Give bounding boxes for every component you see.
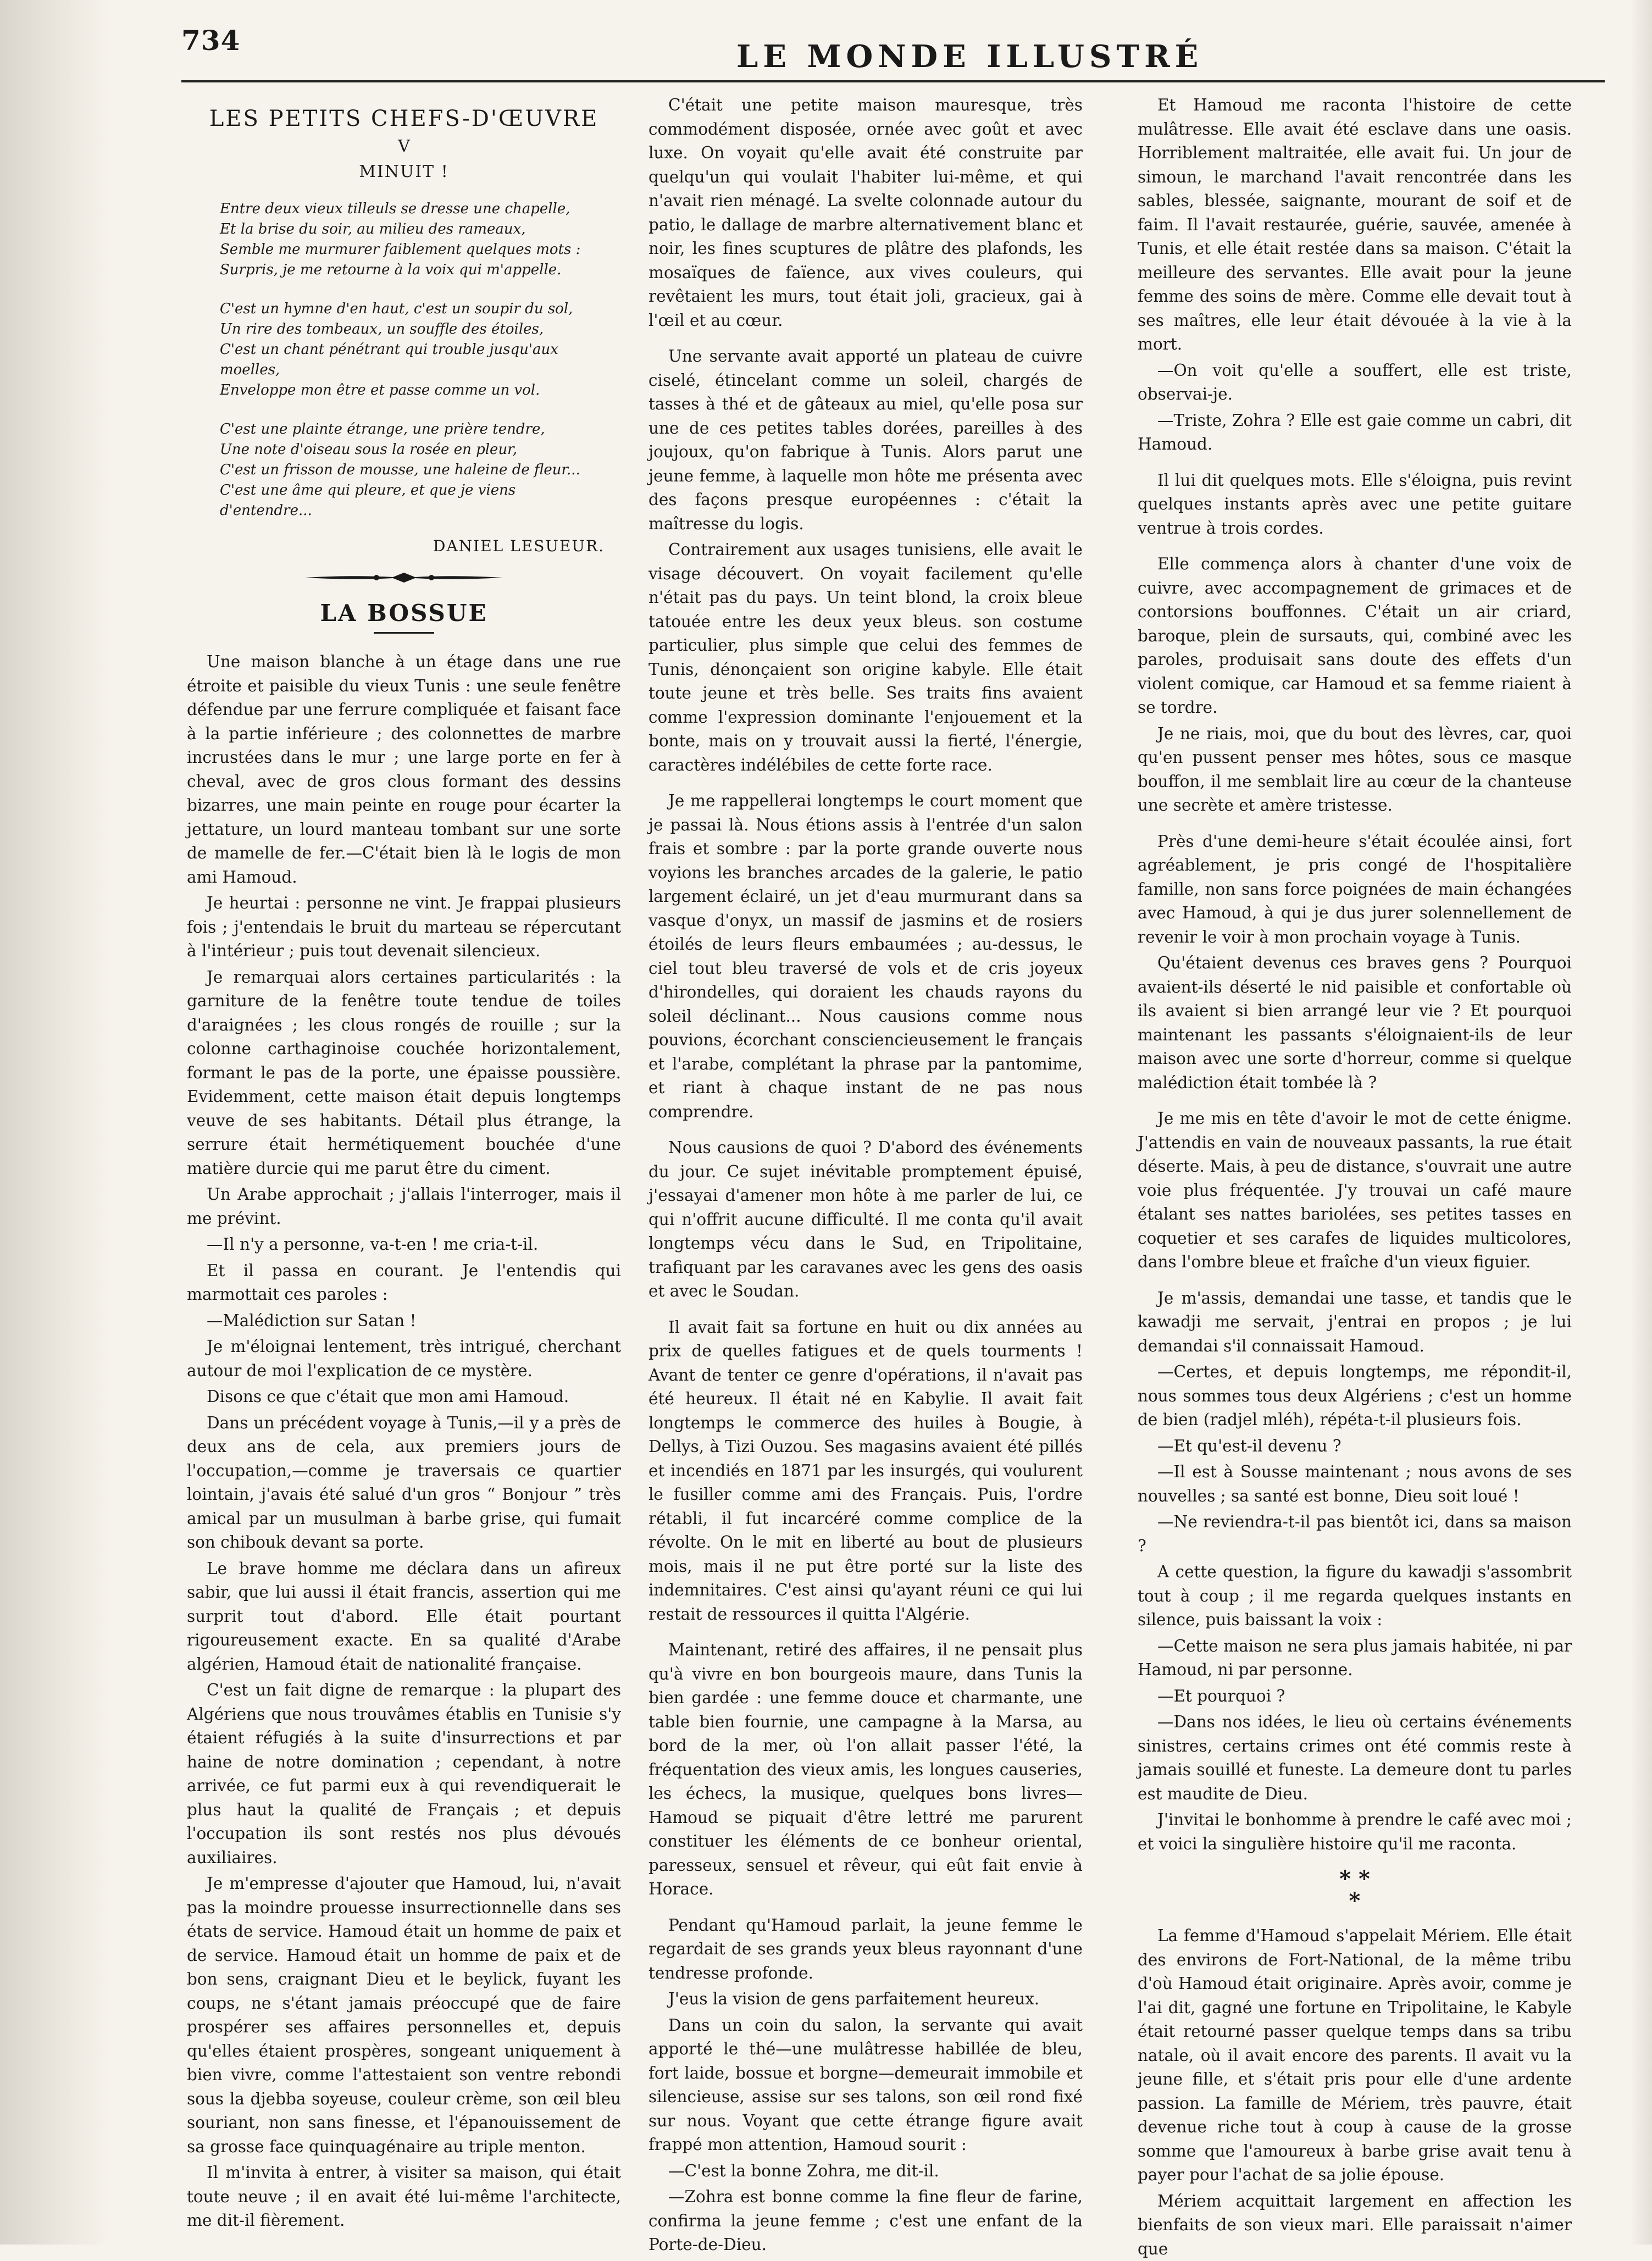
paragraph: —Malédiction sur Satan ! [187,1309,621,1333]
paragraph: —Zohra est bonne comme la fine fleur de farine, confirma la jeune femme ; c'est une enfant de la Porte-de-Dieu. [648,2185,1083,2257]
poem-line: C'est une plainte étrange, une prière tendre, [220,419,605,440]
paragraph: Je heurtai : personne ne vint. Je frappai plusieurs fois ; j'entendais le bruit du marteau se répercutant à l'intérieur ; puis tout devenait silencieux. [187,891,621,963]
paragraph: —Et qu'est-il devenu ? [1138,1434,1572,1459]
paragraph: Contrairement aux usages tunisiens, elle avait le visage découvert. On voyait facilement qu'elle n'était pas du pays. Un teint blond, la croix bleue tatouée entre les deux yeux bleus. son costume particulier, plus simple que celui des femmes de Tunis, dénonçaient son origine kabyle. Elle était toute jeune et très belle. Ses traits fins avaient comme l'expression dominante l'enjouement et la bonte, mais on y trouvait aussi la fierté, l'énergie, caractères indélébiles de cette forte race. [648,538,1083,777]
paragraph: Une maison blanche à un étage dans une rue étroite et paisible du vieux Tunis : une seule fenêtre défendue par une ferrure compliquée et faisant face à la partie inférieure ; des colonnettes de marbre incrustées dans le mur ; une large porte en fer à cheval, avec de gros clous formant des dessins bizarres, une main peinte en rouge pour écarter la jettature, un lourd manteau tombant sur une sorte de mamelle de fer.—C'était bien là le logis de mon ami Hamoud. [187,650,621,889]
paragraph: Il avait fait sa fortune en huit ou dix années au prix de quelles fatigues et de quels tourments ! Avant de tenter ce genre d'opérations, il n'avait pas été heureux. Il était né en Kabylie. Il avait fait longtemps le commerce des huiles à Bougie, à Dellys, à Tizi Ouzou. Ses magasins avaient été pillés et incendiés en 1871 par les insurgés, qui voulurent le fusiller comme ami des Français. Puis, l'ordre rétabli, il fut incarcéré comme complice de la révolte. On le mit en liberté au bout de plusieurs mois, mais il ne put être porté sur la liste des indemnitaires. C'est ainsi qu'ayant réuni ce qui lui restait de ressources il quitta l'Algérie. [648,1316,1083,1627]
paragraph: Nous causions de quoi ? D'abord des événements du jour. Ce sujet inévitable promptement épuisé, j'essayai d'amener mon hôte à me parler de lui, ce qui n'offrit aucune difficulté. Il me conta qu'il avait longtemps vécu dans le Sud, en Tripolitaine, trafiquant par les caravanes avec les gens des oasis et avec le Soudan. [648,1136,1083,1304]
section-break-text: * * * [1138,1868,1572,1912]
header-rule [181,80,1605,82]
paragraph: Je remarquai alors certaines particularités : la garniture de la fenêtre toute tendue de toiles d'araignées ; les clous rongés de rouille ; sur la colonne carthaginoise couchée horizontalement, formant le pas de la porte, une épaisse poussière. Evidemment, cette maison était depuis longtemps veuve de ses habitants. Détail plus étrange, la serrure était hermétiquement bouchée d'une matière durcie qui me parut être du ciment. [187,966,621,1181]
paragraph: Et il passa en courant. Je l'entendis qui marmottait ces paroles : [187,1259,621,1307]
column-2 [648,93,1083,2257]
paragraph: —Dans nos idées, le lieu où certains événements sinistres, certains crimes ont été commis reste à jamais souillé et funeste. La demeure dont tu parles est maudite de Dieu. [1138,1710,1572,1806]
poem-line: C'est une âme qui pleure, et que je viens d'entendre... [220,480,605,521]
poem-title: MINUIT ! [187,159,621,185]
ornament-divider [305,570,503,585]
paragraph: —Il est à Sousse maintenant ; nous avons de ses nouvelles ; sa santé est bonne, Dieu soit loué ! [1138,1460,1572,1508]
paragraph: Il m'invita à entrer, à visiter sa maison, qui était toute neuve ; il en avait été lui-même l'architecte, me dit-il fièrement. [187,2161,621,2233]
paragraph: —C'est la bonne Zohra, me dit-il. [648,2159,1083,2184]
paragraph: —On voit qu'elle a souffert, elle est triste, observai-je. [1138,359,1572,407]
paragraph: —Triste, Zohra ? Elle est gaie comme un cabri, dit Hamoud. [1138,409,1572,457]
paragraph: C'est un fait digne de remarque : la plupart des Algériens que nous trouvâmes établis en Tunisie s'y étaient réfugiés à la suite d'insurrections et par haine de notre domination ; cependant, à notre arrivée, ce fut parmi eux à qui revendiquerait le plus haut la qualité de Français ; et depuis l'occupation ils sont restés nos plus dévoués auxiliaires. [187,1678,621,1870]
poem-line: Un rire des tombeaux, un souffle des étoiles, [220,319,605,340]
poem-number: V [187,134,621,159]
paragraph: Le brave homme me déclara dans un afireux sabir, que lui aussi il était francis, assertion qui me surprit tout d'abord. Elle était pourtant rigoureusement exacte. En sa qualité d'Arabe algérien, Hamoud était de nationalité française. [187,1557,621,1677]
paragraph: Il lui dit quelques mots. Elle s'éloigna, puis revint quelques instants après avec une petite guitare ventrue à trois cordes. [1138,469,1572,541]
poem-line: C'est un frisson de mousse, une haleine de fleur... [220,460,605,480]
poem-stanza-3 [220,419,605,521]
paragraph: Une servante avait apporté un plateau de cuivre ciselé, étincelant comme un soleil, chargés de tasses à thé et de gâteaux au miel, qu'elle posa sur une de ces petites tables dorées, pareilles à des joujoux, qu'on fabrique à Tunis. Alors parut une jeune femme, à laquelle mon hôte me présenta avec des façons presque européennes : c'était la maîtresse du logis. [648,345,1083,536]
poem-line: C'est un chant pénétrant qui trouble jusqu'aux moelles, [220,340,605,380]
paragraph: Je me rappellerai longtemps le court moment que je passai là. Nous étions assis à l'entrée d'un salon frais et sombre : par la porte grande ouverte nous voyions les branches arcades de la galerie, le patio largement éclairé, un jet d'eau murmurant dans sa vasque d'onyx, un massif de jasmins et de rosiers étoilés de leurs fleurs embaumées ; au-dessus, le ciel tout bleu traversé de vols et de cris joyeux d'hirondelles, qui doraient les chauds rayons du soleil déclinant... Nous causions comme nous pouvions, écorchant consciencieusement le français et l'arabe, complétant la phrase par la pantomime, et riant à chaque instant de ne pas nous comprendre. [648,789,1083,1124]
section-break-asterisks [1138,1868,1572,1912]
paragraph: J'invitai le bonhomme à prendre le café avec moi ; et voici la singulière histoire qu'il me raconta. [1138,1808,1572,1856]
paragraph: Pendant qu'Hamoud parlait, la jeune femme le regardait de ses grands yeux bleus rayonnant d'une tendresse profonde. [648,1914,1083,1986]
paragraph: Je m'assis, demandai une tasse, et tandis que le kawadji me servait, j'entrai en propos ; je lui demandai s'il connaissait Hamoud. [1138,1287,1572,1359]
poem-stanza-2 [220,299,605,401]
poem-line: Entre deux vieux tilleuls se dresse une chapelle, [220,199,605,219]
paragraph: Je m'empresse d'ajouter que Hamoud, lui, n'avait pas la moindre prouesse insurrectionnelle dans ses états de service. Hamoud était un homme de paix et de service. Hamoud était un homme de paix et de bon sens, craignant Dieu et le beylick, fuyant les coups, ne s'étant jamais préoccupé que de faire prospérer ses affaires personnelles et, depuis qu'elles étaient prospères, songeant uniquement à bien vivre, comme l'attestaient son ventre rebondi sous la djebba soyeuse, couleur crème, son œil bleu souriant, non sans finesse, et l'épanouissement de sa grosse face quinquagénaire au triple menton. [187,1872,621,2159]
poem-line: C'est un hymne d'en haut, c'est un soupir du sol, [220,299,605,319]
paragraph: Je me mis en tête d'avoir le mot de cette énigme. J'attendis en vain de nouveaux passants, la rue était déserte. Mais, à peu de distance, s'ouvrait une autre voie plus fréquentée. J'y trouvai un café maure étalant ses nattes bariolées, ses petites tasses en coquetier et ses carafes de liquides multicolores, dans l'ombre bleue et fraîche d'un vieux figuier. [1138,1107,1572,1274]
paragraph: Elle commença alors à chanter d'une voix de cuivre, avec accompagnement de grimaces et de contorsions bouffonnes. C'était un air criard, baroque, plein de sursauts, qui, combiné avec les paroles, produisait sans doute des effets d'un violent comique, car Hamoud et sa femme riaient à se tordre. [1138,552,1572,720]
paragraph: —Il n'y a personne, va-t-en ! me cria-t-il. [187,1233,621,1257]
page-number: 734 [181,24,240,57]
poem-line: Enveloppe mon être et passe comme un vol. [220,380,605,401]
poem-stanza-1 [220,199,605,280]
paragraph: Je m'éloignai lentement, très intrigué, cherchant autour de moi l'explication de ce mystère. [187,1335,621,1383]
paragraph: Un Arabe approchait ; j'allais l'interroger, mais il me prévint. [187,1183,621,1231]
paragraph: —Cette maison ne sera plus jamais habitée, ni par Hamoud, ni par personne. [1138,1634,1572,1682]
page-left-edge-shadow [0,0,110,2245]
paragraph: Près d'une demi-heure s'était écoulée ainsi, fort agréablement, je pris congé de l'hospitalière famille, non sans force poignées de main échangées avec Hamoud, à qui je dus jurer solennellement de revenir le voir à mon prochain voyage à Tunis. [1138,830,1572,950]
poem-series-heading: LES PETITS CHEFS-D'ŒUVRE [187,103,621,134]
paragraph: —Et pourquoi ? [1138,1684,1572,1709]
paragraph: Mériem acquittait largement en affection les bienfaits de son vieux mari. Elle paraissait n'aimer que [1138,2190,1572,2261]
paragraph: Dans un précédent voyage à Tunis,—il y a près de deux ans de cela, aux premiers jours de l'occupation,—comme je traversais ce quartier lointain, j'avais été salué d'un gros “ Bonjour ” très amical par un musulman à barbe grise, qui fumait son chibouk devant sa porte. [187,1411,621,1555]
poem-line: Surpris, je me retourne à la voix qui m'appelle. [220,260,605,280]
paragraph: C'était une petite maison mauresque, très commodément disposée, ornée avec goût et avec luxe. On voyait qu'elle avait été construite par quelqu'un qui voulait l'habiter lui-même, et qui n'avait rien ménagé. La svelte colonnade autour du patio, le dallage de marbre alternativement blanc et noir, les fines scuptures de plâtre des plafonds, les mosaïques de faïence, aux vives couleurs, qui revêtaient les murs, tout était joli, gracieux, gai à l'œil et au cœur. [648,93,1083,332]
paragraph: J'eus la vision de gens parfaitement heureux. [648,1987,1083,2011]
paragraph: Je ne riais, moi, que du bout des lèvres, car, quoi qu'en pussent penser mes hôtes, sous ce masque bouffon, il me semblait lire au cœur de la chanteuse une secrète et amère tristesse. [1138,722,1572,818]
poem-author: DANIEL LESUEUR. [187,535,605,557]
story-title: LA BOSSUE [187,597,621,630]
paragraph: Qu'étaient devenus ces braves gens ? Pourquoi avaient-ils déserté le nid paisible et confortable où ils avaient si bien arrangé leur vie ? Et pourquoi maintenant les passants s'éloignaient-ils de leur maison avec une sorte d'horreur, comme si quelque malédiction était tombée là ? [1138,951,1572,1095]
poem-line: Une note d'oiseau sous la rosée en pleur, [220,440,605,460]
paragraph: La femme d'Hamoud s'appelait Mériem. Elle était des environs de Fort-National, de la même tribu d'où Hamoud était originaire. Après avoir, comme je l'ai dit, gagné une fortune en Tripolitaine, le Kabyle était retourné passer quelque temps dans sa tribu natale, où il avait encore des parents. Il avait vu la jeune fille, et s'était pris pour elle d'une ardente passion. La famille de Mériem, très pauvre, était devenue riche tout à coup à cause de la grosse somme que l'amoureux à barbe grise avait tenu à payer pour l'achat de sa jolie épouse. [1138,1924,1572,2187]
paragraph: Maintenant, retiré des affaires, il ne pensait plus qu'à vivre en bon bourgeois maure, dans Tunis la bien gardée : une femme douce et charmante, une table bien fournie, une campagne à la Marsa, au bord de la mer, où l'on allait passer l'été, la fréquentation des vieux amis, les longues causeries, les échecs, la musique, quelques bons livres—Hamoud se piquait d'être lettré me parurent constituer les éléments de ce bonheur oriental, paresseux, sensuel et rêveur, qui eût fait envie à Horace. [648,1638,1083,1902]
paragraph: Disons ce que c'était que mon ami Hamoud. [187,1385,621,1409]
title-rule [374,632,434,634]
paragraph: —Ne reviendra-t-il pas bientôt ici, dans sa maison ? [1138,1510,1572,1558]
poem-line: Et la brise du soir, au milieu des rameaux, [220,219,605,240]
paragraph: A cette question, la figure du kawadji s'assombrit tout à coup ; il me regarda quelques instants en silence, puis baissant la voix : [1138,1560,1572,1632]
paragraph: Dans un coin du salon, la servante qui avait apporté le thé—une mulâtresse habillée de bleu, fort laide, bossue et borgne—demeurait immobile et silencieuse, assise sur ses talons, son œil rond fixé sur nous. Voyant que cette étrange figure avait frappé mon attention, Hamoud sourit : [648,2014,1083,2157]
column-1 [187,93,621,2233]
column-3 [1138,93,1572,2261]
poem-line: Semble me murmurer faiblement quelques mots : [220,240,605,260]
paragraph: —Certes, et depuis longtemps, me répondit-il, nous sommes tous deux Algériens ; c'est un homme de bien (radjel mléh), répéta-t-il plusieurs fois. [1138,1360,1572,1432]
paragraph: Et Hamoud me raconta l'histoire de cette mulâtresse. Elle avait été esclave dans une oasis. Horriblement maltraitée, elle avait fui. Un jour de simoun, le marchand l'avait rencontrée dans les sables, blessée, saignante, mourant de soif et de faim. Il l'avait restaurée, guérie, sauvée, amenée à Tunis, et elle était restée dans sa maison. C'était la meilleure des servantes. Elle avait pour la jeune femme des soins de mère. Comme elle devait tout à ses maîtres, elle leur était dévouée à la vie à la mort. [1138,93,1572,357]
masthead: LE MONDE ILLUSTRÉ [736,38,1203,75]
page-right-edge-shadow [1630,0,1652,2245]
